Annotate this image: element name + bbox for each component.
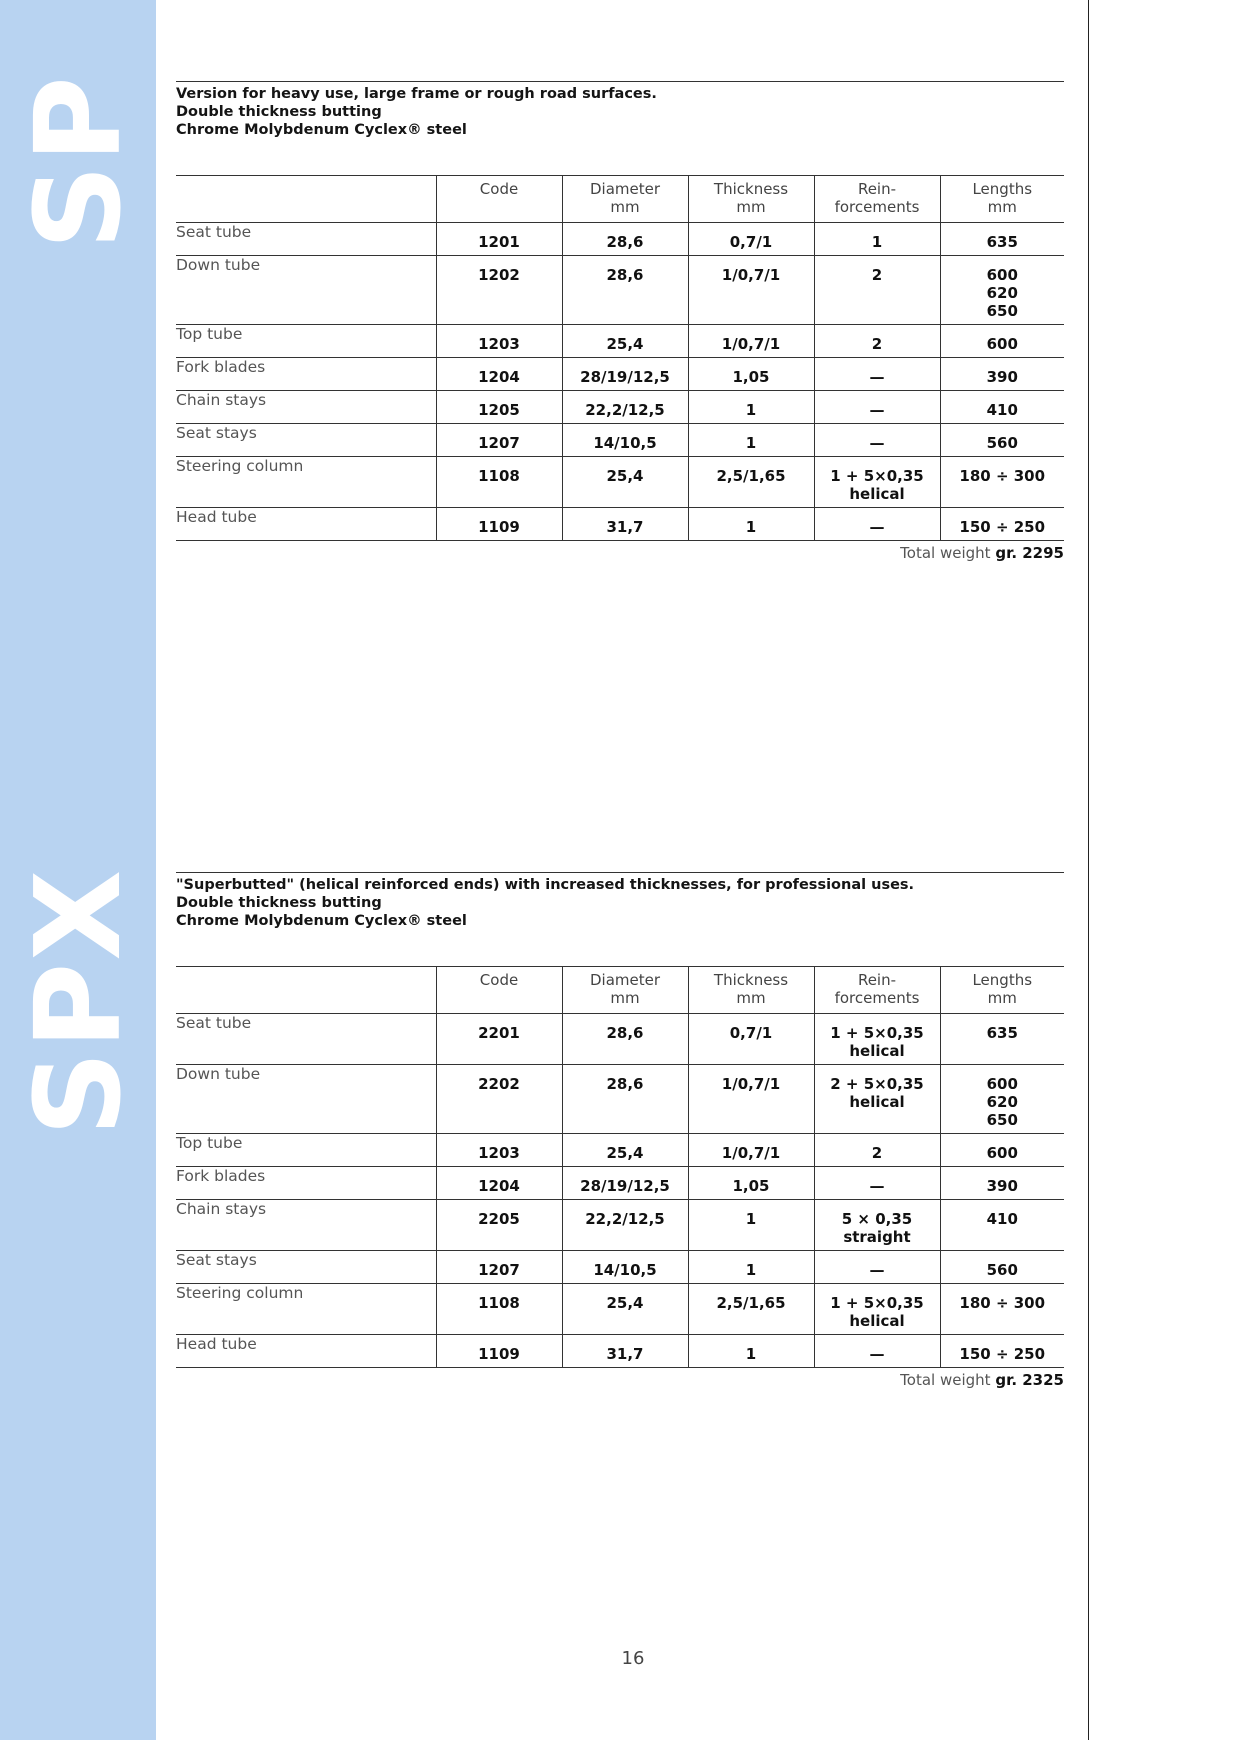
- tube-name: Steering column: [176, 457, 304, 475]
- tube-code: 1108: [436, 457, 562, 508]
- tube-diameter: 31,7: [562, 1335, 688, 1368]
- tube-diameter: 28/19/12,5: [562, 358, 688, 391]
- header-thickness: Thickness mm: [688, 967, 814, 1014]
- tube-lengths: 560: [940, 1251, 1064, 1284]
- header-lengths: Lengths mm: [940, 176, 1064, 223]
- table-row: [176, 358, 1064, 391]
- tube-lengths: 150 ÷ 250: [940, 1335, 1064, 1368]
- header-tube-name: [176, 176, 436, 223]
- tube-thickness: 1,05: [688, 1167, 814, 1200]
- tube-thickness: 0,7/1: [688, 223, 814, 256]
- total-weight-value: gr. 2325: [995, 1371, 1064, 1389]
- heading-line: Chrome Molybdenum Cyclex® steel: [176, 913, 467, 929]
- tube-diameter: 25,4: [562, 1284, 688, 1335]
- tube-lengths: 150 ÷ 250: [940, 508, 1064, 541]
- tube-code: 1205: [436, 391, 562, 424]
- tube-name: Fork blades: [176, 358, 266, 376]
- header-tube-name: [176, 967, 436, 1014]
- tube-spec-table: [176, 175, 1064, 541]
- header-code: Code: [436, 176, 562, 223]
- tube-name: Down tube: [176, 1065, 261, 1083]
- table-row: [176, 424, 1064, 457]
- header-diameter: Diameter mm: [562, 967, 688, 1014]
- tube-lengths: 600: [940, 1134, 1064, 1167]
- tube-thickness: 0,7/1: [688, 1014, 814, 1065]
- tube-lengths: 180 ÷ 300: [940, 1284, 1064, 1335]
- page-edge-line: [1088, 0, 1089, 1740]
- tube-reinforcements: 2: [814, 256, 940, 325]
- tube-code: 1109: [436, 1335, 562, 1368]
- table-header-row: [176, 967, 1064, 1014]
- table-row: [176, 1284, 1064, 1335]
- tube-name: Chain stays: [176, 391, 267, 409]
- heading-line: Double thickness butting: [176, 104, 382, 120]
- tube-lengths: 180 ÷ 300: [940, 457, 1064, 508]
- tube-lengths: 600 620 650: [940, 256, 1064, 325]
- tube-thickness: 1/0,7/1: [688, 1134, 814, 1167]
- tube-reinforcements: —: [814, 1167, 940, 1200]
- tube-lengths: 410: [940, 391, 1064, 424]
- page-number: 16: [621, 1648, 645, 1669]
- header-reinforcements: Rein- forcements: [814, 176, 940, 223]
- table-row: [176, 1335, 1064, 1368]
- table-row: [176, 508, 1064, 541]
- tube-thickness: 1: [688, 1200, 814, 1251]
- section-sp: [176, 81, 1064, 562]
- tube-lengths: 390: [940, 1167, 1064, 1200]
- tube-reinforcements: 2: [814, 325, 940, 358]
- sidebar-label-sp: SP: [9, 74, 147, 250]
- tube-lengths: 635: [940, 1014, 1064, 1065]
- tube-code: 1204: [436, 358, 562, 391]
- tube-code: 2201: [436, 1014, 562, 1065]
- table-row: [176, 256, 1064, 325]
- tube-reinforcements: —: [814, 424, 940, 457]
- header-diameter: Diameter mm: [562, 176, 688, 223]
- tube-reinforcements: 5 × 0,35 straight: [814, 1200, 940, 1251]
- total-weight-label: Total weight: [900, 1371, 991, 1389]
- total-weight: [176, 1371, 1064, 1389]
- tube-diameter: 28,6: [562, 1065, 688, 1134]
- tube-code: 1108: [436, 1284, 562, 1335]
- tube-diameter: 22,2/12,5: [562, 1200, 688, 1251]
- tube-thickness: 1: [688, 424, 814, 457]
- table-row: [176, 1167, 1064, 1200]
- table-row: [176, 1251, 1064, 1284]
- total-weight: [176, 544, 1064, 562]
- tube-reinforcements: —: [814, 358, 940, 391]
- tube-reinforcements: 1 + 5×0,35 helical: [814, 457, 940, 508]
- tube-code: 2202: [436, 1065, 562, 1134]
- tube-name: Fork blades: [176, 1167, 266, 1185]
- tube-name: Seat stays: [176, 1251, 257, 1269]
- sidebar-label-spx: SPX: [9, 867, 147, 1137]
- tube-diameter: 14/10,5: [562, 1251, 688, 1284]
- tube-reinforcements: —: [814, 391, 940, 424]
- table-row: [176, 1134, 1064, 1167]
- section-heading: [176, 872, 1064, 966]
- tube-name: Down tube: [176, 256, 261, 274]
- tube-thickness: 2,5/1,65: [688, 1284, 814, 1335]
- header-code: Code: [436, 967, 562, 1014]
- tube-thickness: 1: [688, 391, 814, 424]
- tube-lengths: 600: [940, 325, 1064, 358]
- tube-lengths: 560: [940, 424, 1064, 457]
- tube-reinforcements: 1 + 5×0,35 helical: [814, 1284, 940, 1335]
- tube-name: Head tube: [176, 1335, 257, 1353]
- tube-code: 1204: [436, 1167, 562, 1200]
- table-row: [176, 223, 1064, 256]
- tube-diameter: 28,6: [562, 223, 688, 256]
- tube-lengths: 410: [940, 1200, 1064, 1251]
- tube-thickness: 1: [688, 1251, 814, 1284]
- tube-diameter: 31,7: [562, 508, 688, 541]
- heading-line: Double thickness butting: [176, 895, 382, 911]
- tube-name: Steering column: [176, 1284, 304, 1302]
- tube-diameter: 28,6: [562, 256, 688, 325]
- tube-name: Seat tube: [176, 223, 252, 241]
- tube-thickness: 2,5/1,65: [688, 457, 814, 508]
- header-reinforcements: Rein- forcements: [814, 967, 940, 1014]
- heading-line: Version for heavy use, large frame or rough road surfaces.: [176, 86, 657, 102]
- tube-thickness: 1: [688, 1335, 814, 1368]
- header-lengths: Lengths mm: [940, 967, 1064, 1014]
- table-header-row: [176, 176, 1064, 223]
- table-row: [176, 391, 1064, 424]
- tube-thickness: 1,05: [688, 358, 814, 391]
- tube-code: 1201: [436, 223, 562, 256]
- tube-thickness: 1/0,7/1: [688, 256, 814, 325]
- tube-name: Seat tube: [176, 1014, 252, 1032]
- tube-reinforcements: 2 + 5×0,35 helical: [814, 1065, 940, 1134]
- tube-diameter: 25,4: [562, 457, 688, 508]
- tube-name: Top tube: [176, 1134, 243, 1152]
- tube-diameter: 25,4: [562, 1134, 688, 1167]
- table-row: [176, 457, 1064, 508]
- tube-spec-table: [176, 966, 1064, 1368]
- tube-reinforcements: 2: [814, 1134, 940, 1167]
- tube-code: 1202: [436, 256, 562, 325]
- tube-code: 1203: [436, 325, 562, 358]
- heading-line: "Superbutted" (helical reinforced ends) with increased thicknesses, for professional uses.: [176, 877, 915, 893]
- header-thickness: Thickness mm: [688, 176, 814, 223]
- tube-reinforcements: —: [814, 1335, 940, 1368]
- tube-diameter: 22,2/12,5: [562, 391, 688, 424]
- tube-thickness: 1/0,7/1: [688, 1065, 814, 1134]
- tube-lengths: 600 620 650: [940, 1065, 1064, 1134]
- tube-reinforcements: —: [814, 1251, 940, 1284]
- tube-lengths: 390: [940, 358, 1064, 391]
- heading-line: Chrome Molybdenum Cyclex® steel: [176, 122, 467, 138]
- section-spx: [176, 872, 1064, 1389]
- table-row: [176, 1014, 1064, 1065]
- tube-reinforcements: 1 + 5×0,35 helical: [814, 1014, 940, 1065]
- tube-code: 1203: [436, 1134, 562, 1167]
- tube-diameter: 28/19/12,5: [562, 1167, 688, 1200]
- total-weight-value: gr. 2295: [995, 544, 1064, 562]
- tube-code: 1109: [436, 508, 562, 541]
- tube-thickness: 1: [688, 508, 814, 541]
- sidebar-band: [0, 0, 156, 1740]
- table-row: [176, 1065, 1064, 1134]
- table-row: [176, 325, 1064, 358]
- tube-reinforcements: 1: [814, 223, 940, 256]
- tube-reinforcements: —: [814, 508, 940, 541]
- tube-thickness: 1/0,7/1: [688, 325, 814, 358]
- tube-name: Chain stays: [176, 1200, 267, 1218]
- tube-diameter: 25,4: [562, 325, 688, 358]
- tube-code: 1207: [436, 424, 562, 457]
- tube-code: 2205: [436, 1200, 562, 1251]
- tube-name: Head tube: [176, 508, 257, 526]
- table-row: [176, 1200, 1064, 1251]
- tube-lengths: 635: [940, 223, 1064, 256]
- tube-diameter: 14/10,5: [562, 424, 688, 457]
- total-weight-label: Total weight: [900, 544, 991, 562]
- tube-name: Top tube: [176, 325, 243, 343]
- tube-name: Seat stays: [176, 424, 257, 442]
- section-heading: [176, 81, 1064, 175]
- tube-diameter: 28,6: [562, 1014, 688, 1065]
- tube-code: 1207: [436, 1251, 562, 1284]
